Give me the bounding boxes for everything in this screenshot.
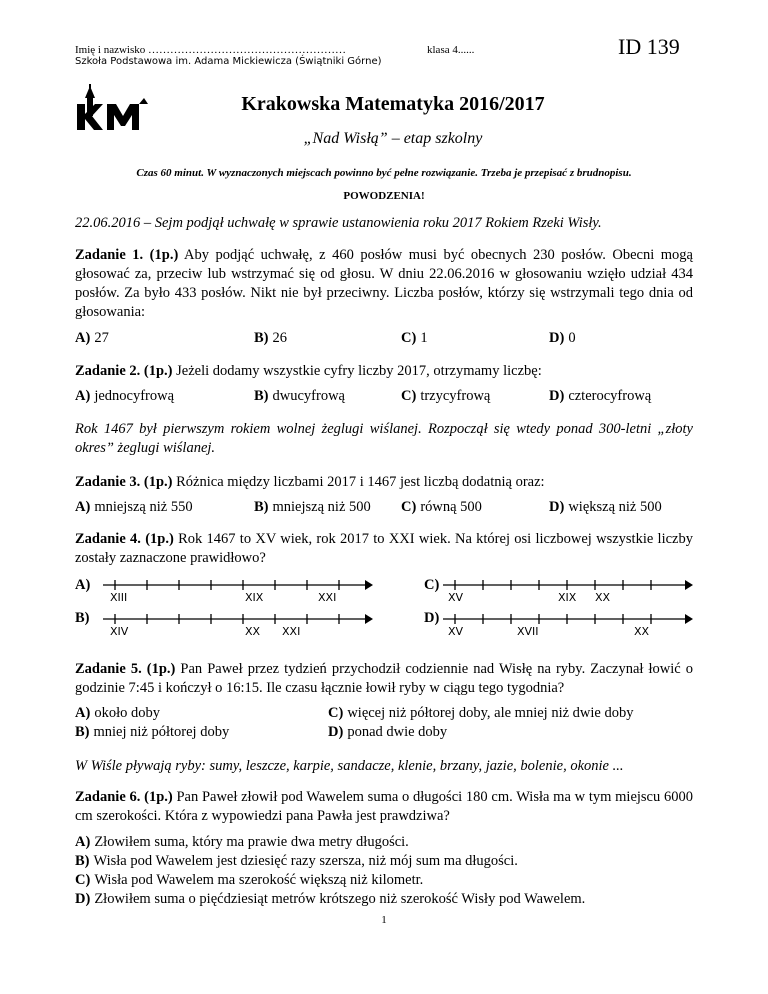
question-3 [75, 473, 693, 492]
q5-option-d[interactable]: D) ponad dwie doby [328, 724, 448, 740]
question-4 [75, 530, 693, 568]
q6-label: Zadanie 6. (1p.) [75, 789, 173, 805]
q6-option-d[interactable]: D) Złowiłem suma o pięćdziesiąt metrów krótszego niż szerokość Wisły pod Wawelem. [75, 891, 586, 907]
q2-option-a[interactable]: A) jednocyfrową [75, 388, 175, 404]
q4-option-c[interactable]: C) [424, 577, 440, 593]
q5-label: Zadanie 5. (1p.) [75, 661, 176, 677]
q4-option-a[interactable]: A) [75, 577, 91, 593]
q5-option-c[interactable]: C) więcej niż półtorej doby, ale mniej niż dwie doby [328, 705, 634, 721]
q1-option-b[interactable]: B) 26 [254, 330, 287, 346]
q4-option-d[interactable]: D) [424, 610, 440, 626]
q1-text: Aby podjąć uchwałę, z 460 posłów musi być obecnych 230 posłów. Obecni mogą głosować za, przeciw lub wstrzymać się od głosu. W dniu 22.06.2016 w głosowaniu wzięło udział 434 posłów. Za było 433 posłów. Nikt nie był przeciwny. Liczba posłów, którzy się wstrzymali tego dnia od głosowania: [75, 247, 693, 320]
q3-option-c[interactable]: C) równą 500 [401, 499, 482, 515]
q6-option-c[interactable]: C) Wisła pod Wawelem ma szerokość większą niż kilometr. [75, 872, 424, 888]
q4-text: Rok 1467 to XV wiek, rok 2017 to XXI wiek. Na której osi liczbowej wszystkie liczby zostały zaznaczone prawidłowo? [75, 531, 693, 566]
axis-a-label: XIII [110, 591, 128, 604]
axis-d-label: XV [448, 625, 464, 638]
question-2 [75, 362, 693, 381]
q1-option-c[interactable]: C) 1 [401, 330, 428, 346]
axis-c-label: XX [595, 591, 611, 604]
q2-text: Jeżeli dodamy wszystkie cyfry liczby 2017, otrzymamy liczbę: [172, 363, 542, 379]
question-5 [75, 660, 693, 698]
axis-a-label: XXI [318, 591, 337, 604]
axis-a-label: XIX [245, 591, 264, 604]
test-id: ID 139 [618, 34, 680, 59]
number-line-a [103, 578, 373, 592]
page-subtitle: „Nad Wisłą” – etap szkolny [303, 130, 483, 147]
q3-text: Różnica między liczbami 2017 i 1467 jest liczbą dodatnią oraz: [172, 474, 545, 490]
q2-label: Zadanie 2. (1p.) [75, 363, 173, 379]
q5-option-b[interactable]: B) mniej niż półtorej doby [75, 724, 230, 740]
axis-d-label: XX [634, 625, 650, 638]
axis-b-label: XXI [282, 625, 301, 638]
q2-option-d[interactable]: D) czterocyfrową [549, 388, 652, 404]
q5-option-a[interactable]: A) około doby [75, 705, 160, 721]
instructions: Czas 60 minut. W wyznaczonych miejscach powinno być pełne rozwiązanie. Trzeba je przepisać z brudnopisu. [136, 167, 632, 179]
q2-option-b[interactable]: B) dwucyfrową [254, 388, 345, 404]
intro-1: 22.06.2016 – Sejm podjął uchwałę w sprawie ustanowienia roku 2017 Rokiem Rzeki Wisły. [75, 215, 602, 231]
number-line-b [103, 612, 373, 626]
q6-option-b[interactable]: B) Wisła pod Wawelem jest dziesięć razy szersza, niż mój sum ma długości. [75, 853, 518, 869]
page-title: Krakowska Matematyka 2016/2017 [241, 93, 545, 115]
axis-d-label: XVII [517, 625, 539, 638]
question-6 [75, 788, 693, 826]
axis-b-label: XX [245, 625, 261, 638]
q3-option-d[interactable]: D) większą niż 500 [549, 499, 662, 515]
q4-option-b[interactable]: B) [75, 610, 90, 626]
axis-c-label: XV [448, 591, 464, 604]
intro-2: Rok 1467 był pierwszym rokiem wolnej żeglugi wiślanej. Rozpoczął się wtedy ponad 300-letni „złoty okres” żeglugi wiślanej. [75, 421, 693, 456]
intro-3: W Wiśle pływają ryby: sumy, leszcze, karpie, sandacze, klenie, brzany, jazie, bolenie, okonie ... [75, 758, 624, 774]
number-line-c [443, 578, 693, 592]
q3-option-b[interactable]: B) mniejszą niż 500 [254, 499, 371, 515]
q3-option-a[interactable]: A) mniejszą niż 550 [75, 499, 193, 515]
q1-option-d[interactable]: D) 0 [549, 330, 576, 346]
q1-option-a[interactable]: A) 27 [75, 330, 109, 346]
class-line: klasa 4...... [427, 44, 475, 56]
q6-text: Pan Paweł złowił pod Wawelem suma o długości 180 cm. Wisła ma w tym miejscu 6000 cm szerokości. Która z wypowiedzi pana Pawła jest prawdziwa? [75, 789, 693, 824]
q3-label: Zadanie 3. (1p.) [75, 474, 173, 490]
number-line-d [443, 612, 693, 626]
q5-text: Pan Paweł przez tydzień przychodził codziennie nad Wisłę na ryby. Zaczynał łowić o godzinie 7:45 i kończył o 16:15. Ile czasu łącznie łowił ryby w ciągu tego tygodnia? [75, 661, 693, 696]
page-number: 1 [381, 914, 387, 926]
axis-b-label: XIV [110, 625, 129, 638]
school-name: Szkoła Podstawowa im. Adama Mickiewicza (Świątniki Górne) [75, 56, 382, 67]
question-1 [75, 246, 693, 322]
q6-option-a[interactable]: A) Złowiłem suma, który ma prawie dwa metry długości. [75, 834, 409, 850]
q1-label: Zadanie 1. (1p.) [75, 247, 179, 263]
q2-option-c[interactable]: C) trzycyfrową [401, 388, 491, 404]
q4-label: Zadanie 4. (1p.) [75, 531, 174, 547]
good-luck: POWODZENIA! [343, 190, 425, 202]
axis-c-label: XIX [558, 591, 577, 604]
name-line: Imię i nazwisko ……………………………………………… [75, 44, 347, 56]
